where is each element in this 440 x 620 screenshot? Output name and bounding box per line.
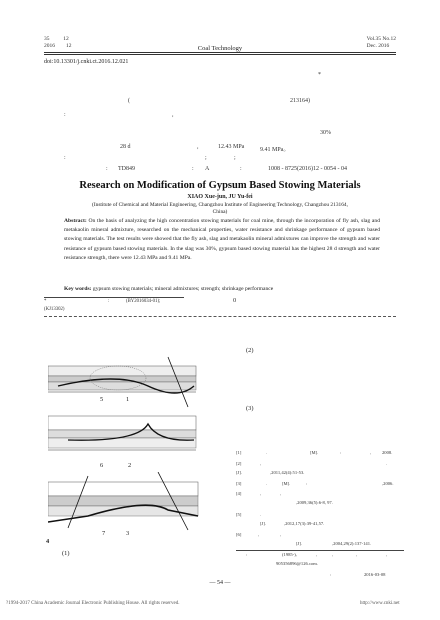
ref-4-c: , [280, 491, 282, 496]
ref-5-pub: ,2012,17(3):39-41,57. [284, 521, 325, 526]
footer-url-text[interactable]: http://www.cnki.net [360, 601, 400, 606]
ref-4-b: , [260, 491, 262, 496]
received-label: : [330, 572, 332, 577]
institution-line-1: (Institute of Chemical and Material Engineering, Changzhou Institute of Engineering Technology, Changzhou 213164, [92, 202, 348, 208]
ref-3-year: ,2006. [382, 481, 394, 486]
subsection-2: (2) [246, 347, 254, 354]
ref-2-no: [2] [236, 461, 242, 466]
article-label: : [240, 166, 242, 172]
footer-url[interactable] [360, 601, 400, 606]
header-rule-bottom [44, 54, 396, 55]
ref-2-type: [J]. [236, 470, 242, 475]
ref-5-type: [J]. [260, 521, 266, 526]
ref-1-b: . [266, 450, 268, 455]
keywords-text: gypsum stowing materials; mineral admixtures; strength; shrinkage performance [92, 286, 274, 292]
ref-6-c: , [280, 532, 282, 537]
figure-2-label-a: 6 [100, 462, 104, 469]
bio-a: : [246, 552, 248, 557]
cn-keywords-sep-1: ; [205, 155, 207, 161]
page-number: — 54 — [209, 580, 231, 586]
references-block [236, 450, 404, 580]
cn-affil-postcode: 213164) [290, 98, 310, 104]
footnote-star: * [44, 299, 47, 304]
bio-f: , [386, 552, 388, 557]
ref-3-b: . [266, 481, 268, 486]
ref-1-type: [M]. [310, 450, 319, 455]
ref-2-pub: ,2011,42(4):51-53. [270, 470, 305, 475]
abstract-label: Abstract: [64, 218, 87, 224]
header-year: 2016 [44, 43, 55, 49]
ref-3-no: [3] [236, 481, 242, 486]
ref-6-pub: ,2004,29(2):137-141. [332, 541, 372, 546]
ref-2-b: , [260, 461, 262, 466]
ref-1-e: , [370, 450, 372, 455]
clc-label: : [106, 166, 108, 172]
footnote-grant-2: (KJ13302) [44, 307, 65, 312]
cn-abstract-colon: : [64, 112, 66, 118]
figure-stratum-2 [48, 410, 198, 462]
clc-code: TD849 [118, 166, 135, 172]
header-issue: 12 [63, 36, 69, 42]
received-date: 2016-03-08 [364, 572, 386, 577]
footnote-rule [44, 297, 184, 298]
ref-6-no: [6] [236, 532, 242, 537]
cn-strength-2: 9.41 MPa。 [260, 147, 290, 153]
doc-code-label: : [192, 166, 194, 172]
ref-5-b: . [260, 512, 262, 517]
header-date: Dec. 2016 [366, 43, 390, 49]
footer-copyright: ?1994-2017 China Academic Journal Electronic Publishing House. All rights reserved. [6, 601, 180, 606]
ref-1-year: 2008. [382, 450, 393, 455]
institution-line-2: China) [212, 209, 228, 215]
header-month: 12 [66, 43, 72, 49]
ref-6-b: , [258, 532, 260, 537]
abstract-text: On the basis of analyzing the high concentration stowing materials for coal mine, through the incorporation of fly ash, slag and metakaolin mineral admixture, researched on the mechanical properties, water resistance and shrinkage performance of gypsum based stowing materials. The test results were showed that the fly ash, slag and metakaolin mineral admixtures can improve the strength and water resistance of gypsum based stowing materials. In the slag was 30%, gypsum based stowing material has the highest 28 d strength and water resistance strength, there were 12.43 MPa and 9.41 MPa. [64, 218, 380, 261]
header-rule-top [44, 52, 396, 53]
subsection-1: (1) [62, 550, 70, 557]
bio-birth: (1985-), [282, 552, 297, 557]
cn-abstract-comma: , [172, 112, 174, 118]
cn-slag-percent: 30% [320, 130, 331, 136]
cn-28d: 28 d [120, 144, 131, 150]
figure-2-label-b: 2 [128, 462, 132, 469]
header-volume-info [367, 36, 396, 50]
footnote-colon: : [108, 299, 110, 304]
cn-keywords-colon: : [64, 155, 66, 161]
bio-email: 905356896@126.com. [276, 561, 318, 566]
header-vol-no: Vol.35 No.12 [366, 36, 396, 42]
ref-1-no: [1] [236, 450, 242, 455]
article-number: 1008 - 8725(2016)12 - 0054 - 04 [268, 166, 347, 172]
footnote-zero: 0 [233, 297, 237, 304]
cn-strength-1: 12.43 MPa [218, 144, 245, 150]
english-title: Research on Modification of Gypsum Based Stowing Materials [79, 180, 361, 191]
bio-rule [236, 550, 404, 551]
english-institution [60, 202, 380, 216]
bio-c: , [316, 552, 318, 557]
figure-1-label-b: 1 [126, 396, 130, 403]
footnote-grant: (BY2016034-01); [126, 299, 161, 304]
english-keywords [64, 286, 394, 292]
header-volume: 35 [44, 36, 50, 42]
keywords-label: Key words: [64, 286, 92, 292]
cn-comma-2: , [197, 144, 199, 150]
ref-1-d: : [340, 450, 342, 455]
figure-stratum-3 [48, 472, 200, 532]
figure-3-label-a: 7 [102, 530, 106, 537]
cn-keywords-sep-2: ; [234, 155, 236, 161]
figure-stratum-1 [48, 352, 198, 412]
ref-3-d: : [306, 481, 308, 486]
ref-3-type: [M]. [282, 481, 291, 486]
ref-5-no: [5] [236, 512, 242, 517]
section-divider [44, 316, 396, 317]
doc-code: A [205, 166, 210, 172]
cn-title-asterisk: * [318, 72, 321, 78]
bio-e: , [356, 552, 358, 557]
subsection-3: (3) [246, 405, 254, 412]
figure-3-label-b: 3 [126, 530, 130, 537]
doi: doi:10.13301/j.cnki.ct.2016.12.021 [44, 59, 129, 65]
ref-6-type: [J]. [296, 541, 302, 546]
header-journal-name: Coal Technology [197, 45, 243, 52]
figure-1-label-a: 5 [100, 396, 104, 403]
ref-4-no: [4] [236, 491, 242, 496]
cn-affil-open: ( [128, 98, 130, 104]
figure-4-label: 4 [46, 538, 50, 545]
bio-d: , [332, 552, 334, 557]
english-authors: XIAO Xue-jun, JU Yu-fei [187, 194, 253, 200]
ref-4-pub: ,2009,36(5):6-8, 97. [296, 500, 333, 505]
ref-2-c: . [386, 461, 388, 466]
english-abstract [64, 217, 380, 263]
